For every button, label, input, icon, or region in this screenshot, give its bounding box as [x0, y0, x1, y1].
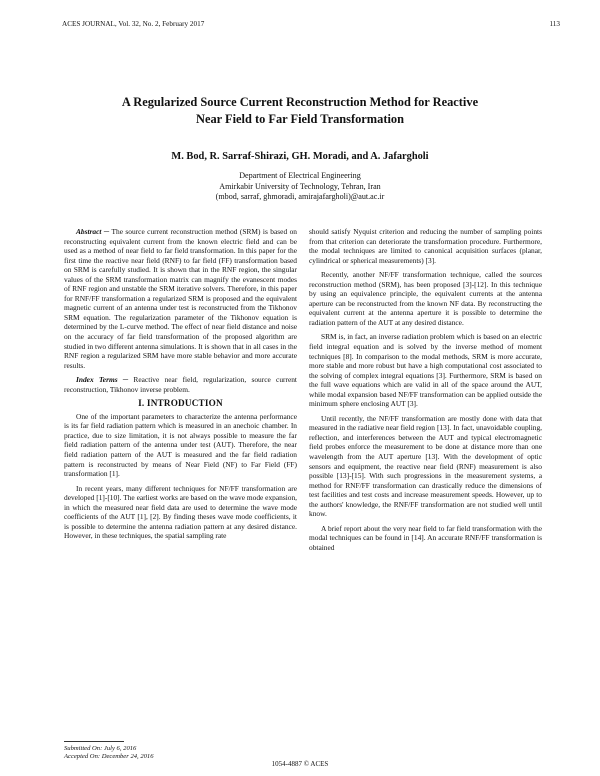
university: Amirkabir University of Technology, Tehran, Iran: [219, 181, 381, 191]
intro-paragraph-4: Recently, another NF/FF transformation technique, called the sources reconstruction method (SRM), has been proposed [3]-[12]. In this technique by using an equivalence principle, the equivalent currents at the antenna aperture can be reconstructed from the known NF data. By reconstructing the equivalent current at the antenna aperture it is possible to determine the radiation pattern of the AUT at any desired distance.: [309, 270, 542, 327]
affiliation: [60, 171, 540, 203]
index-terms: [64, 375, 297, 394]
accepted-date: Accepted On: December 24, 2016: [64, 753, 154, 761]
intro-paragraph-6: Until recently, the NF/FF transformation are mostly done with data that measured in the radiative near field region [13]. In fact, unavoidable coupling, reflection, and interferences between the AUT and typical electromagnetic field probes enforce the measurement to be done at distance more than one wavelength from the AUT aperture [13]. With the development of optic sensors and equipment, the reactive near field (RNF) measurement is also possible [13]-[15]. With such progressions in the measurement systems, a method for RNF/FF transformation can drastically reduce the dimensions of test facilities and test costs and increase measurement speeds. However, up to the authors' knowledge, the RNF/FF transformation are not studied well until know.: [309, 413, 542, 519]
index-terms-label: Index Terms ─: [76, 375, 129, 385]
intro-paragraph-7: A brief report about the very near field to far field transformation with the modal techniques can be found in [14]. An accurate RNF/FF transformation is obtained: [309, 523, 542, 552]
department: Department of Electrical Engineering: [239, 171, 361, 180]
journal-name: ACES JOURNAL, Vol. 32, No. 2, February 2017: [62, 20, 205, 28]
footnote-divider: [64, 741, 124, 742]
abstract: [64, 227, 297, 370]
intro-paragraph-3: should satisfy Nyquist criterion and reducing the number of sampling points from that criterion can deteriorate the transformation procedure. Furthermore, the modal techniques are limited to canonical acquisition surfaces (planar, cylindrical or spherical measurements) [3].: [309, 227, 542, 265]
submitted-date: Submitted On: July 6, 2016: [64, 745, 137, 752]
left-column: [64, 227, 297, 546]
abstract-label: Abstract ─: [76, 227, 110, 236]
intro-paragraph-2: In recent years, many different techniques for NF/FF transformation are developed [1]-[10]. The earliest works are based on the wave mode expansion, in which the measured near field data are used to determine the wave mode coefficients of the AUT [1], [2]. By finding theses wave mode coefficients, it is possible to determine the antenna radiation pattern at any desired distance. However, in these techniques, the spatial sampling rate: [64, 483, 297, 541]
section-heading-introduction: I. INTRODUCTION: [138, 398, 223, 409]
title-line-2: Near Field to Far Field Transformation: [196, 112, 404, 126]
running-head: [62, 20, 560, 28]
author-emails: (mbod, sarraf, ghmoradi, amirajafargholi)@aut.ac.ir: [215, 192, 385, 202]
author-list: M. Bod, R. Sarraf-Shirazi, GH. Moradi, and A. Jafargholi: [171, 151, 429, 162]
title-line-1: A Regularized Source Current Reconstruction Method for Reactive: [121, 95, 479, 109]
intro-paragraph-1: One of the important parameters to characterize the antenna performance is its far field radiation pattern which is measured in an anechoic chamber. In practice, due to size limitation, it is not always possible to measure the far field radiation pattern of the antenna under test (AUT). Therefore, the near field radiation pattern of the AUT is measured and the far field radiation pattern is reconstructed by means of Near Field (NF) to Far Field (FF) transformation [1].: [64, 411, 297, 479]
intro-paragraph-5: SRM is, in fact, an inverse radiation problem which is based on an electric field integral equation and is solved by the inverse method of moment techniques [8]. In comparison to the modal methods, SRM is more accurate, more stable and more robust but have a high computational cost associated to the solving of complex integral equations [3]. Furthermore, SRM is based on the full wave equations which are valid in all of the space around the AUT, while modal expansion based NF/FF transformation can be applied outside the minimum sphere enclosing AUT [3].: [309, 332, 542, 409]
right-column: [309, 227, 542, 558]
page-number: 113: [549, 20, 560, 28]
index-terms-text: Reactive near field, regularization, source current reconstruction, Tikhonov inverse problem.: [64, 375, 297, 394]
abstract-text: The source current reconstruction method (SRM) is based on reconstructing equivalent current from the known electric field and can be used as a method of near field to far field transformation. In this paper for the first time the reactive near field (RNF) to far field (FF) transformation based on SRM is carefully studied. It is shown that in the RNF region, the singular values of the SRM transformation matrix can magnify the evanescent modes of RNF region and unstable the SRM iterative solvers. Therefore, in this paper for RNF/FF transformation a regularized SRM is proposed and the equivalent magnetic current of an antenna under test is reconstructed from the Tikhonov SRM equation. The regularization parameter of the Tikhonov equation is determined by the L-curve method. The effect of near field distance and noise on the accuracy of far field transformation of the proposed algorithm are studied in two different antenna simulations. It is shown that in all cases in the RNF region a regularized SRM have more stable behavior and more accurate results.: [64, 227, 297, 370]
issn-line: 1054-4887 © ACES: [271, 760, 329, 768]
paper-title: [60, 94, 540, 128]
